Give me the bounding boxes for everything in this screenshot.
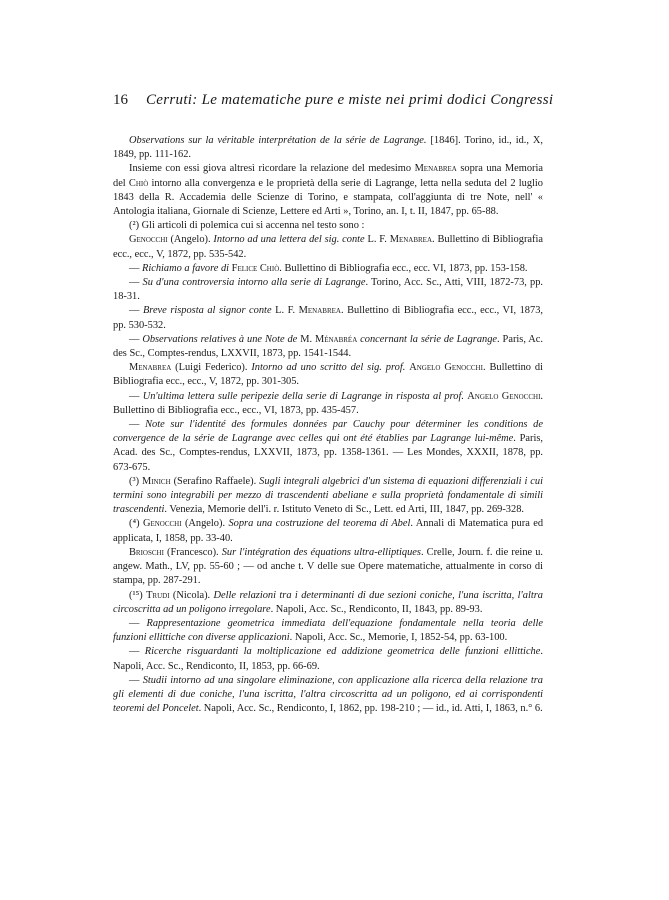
text-run: Genocchi <box>129 234 168 246</box>
text-run: — <box>129 305 143 317</box>
text-run: — <box>129 262 142 274</box>
text-run: . Bullettino di Bibliografia ecc., ecc., V, 1872, pp. 535-542. <box>113 234 543 260</box>
text-run: Note sur l'identité des formules données par Cauchy pour déterminer les conditions de convergence de la série de Lagrange avec celles qui ont été établies par Lagrange lui-même <box>113 419 543 445</box>
text-run: Trudi <box>146 589 170 601</box>
text-run: . Annali di Matematica pura ed applicata, I, 1858, pp. 33-40. <box>113 518 544 544</box>
text-run: Rappresentazione geometrica immediata dell'equazione fondamentale nella teoria delle funzioni ellittiche con diverse applicazioni <box>113 617 543 644</box>
paragraph <box>113 361 543 389</box>
text-run: . Napoli, Acc. Sc., Rendiconto, I, 1862, pp. 198-210 ; — id., id. Atti, I, 1863, n.° 6. <box>198 703 543 715</box>
text-run: Ménabréa <box>314 333 358 345</box>
paragraph <box>113 390 543 418</box>
running-header <box>113 92 554 109</box>
paragraph <box>113 617 543 645</box>
text-run: Ricerche risguardanti la moltiplicazione ed addizione geometrica delle funzioni ellittiche <box>144 646 541 658</box>
text-run: — <box>129 674 143 686</box>
text-run: (Angelo). <box>167 234 214 246</box>
text-run: — <box>129 419 146 431</box>
text-run: [1846]. Torino, id., id., X, 1849, pp. 111-162. <box>113 135 543 161</box>
text-run: M. <box>297 333 315 345</box>
text-run: . Crelle, Journ. f. die reine u. angew. Math., LV, pp. 55-60 ; — od anche t. V delle sue Opere matematiche, attualmente in corso di stampa, pp. 287-291. <box>113 546 543 587</box>
text-run: Angelo Genocchi <box>467 390 541 402</box>
text-run: concernant la série de Lagrange <box>360 333 498 345</box>
text-run: Richiamo a favore di <box>142 262 230 274</box>
paragraph <box>113 674 543 717</box>
text-run: Su d'una controversia intorno alla serie di Lagrange <box>142 277 366 289</box>
text-run: . Bullettino di Bibliografia ecc., ecc., VI, 1873, pp. 530-532. <box>113 305 543 331</box>
text-run: . Paris, Ac. des Sc., Comptes-rendus, LXXVII, 1873, pp. 1541-1544. <box>113 333 543 360</box>
text-run: — <box>129 617 147 629</box>
page-number: 16 <box>113 92 128 108</box>
running-title: Cerruti: Le matematiche pure e miste nei primi dodici Congressi <box>146 92 554 108</box>
paragraph <box>113 589 543 617</box>
text-run: Sopra una costruzione del teorema di Abel <box>228 518 411 530</box>
text-run: (Luigi Federico). <box>171 362 252 374</box>
text-run: . Napoli, Acc. Sc., Rendiconto, II, 1843, pp. 89-93. <box>270 603 483 615</box>
text-run: — <box>129 646 145 658</box>
text-run: Intorno ad uno scritto del sig. prof. <box>251 362 406 374</box>
paragraph <box>113 546 543 589</box>
text-run: Un'ultima lettera sulle peripezie della serie di Lagrange in risposta al prof. <box>142 390 464 402</box>
paragraph <box>113 134 543 162</box>
text-run: Breve risposta al signor conte <box>142 305 272 317</box>
text-run: Menabrea <box>414 163 457 175</box>
text-run: Menabrea <box>129 362 172 374</box>
paragraph <box>113 517 543 545</box>
paragraph <box>113 262 543 276</box>
paragraph <box>113 333 543 361</box>
text-run: Minich <box>141 475 171 487</box>
text-run: L. F. <box>364 234 390 246</box>
text-run: Genocchi <box>142 518 182 530</box>
text-run: Brioschi <box>129 546 164 558</box>
text-run: Felice Chiò <box>231 262 280 274</box>
text-run: (Serafino Raffaele). <box>170 475 260 487</box>
paragraph <box>113 276 543 304</box>
text-run: . Torino, Acc. Sc., Atti, VIII, 1872-73, pp. 18-31. <box>113 277 543 303</box>
text-run: Observations relatives à une Note de <box>142 333 298 345</box>
paragraph <box>113 233 543 261</box>
footnotes-body <box>113 134 543 716</box>
paragraph <box>113 475 543 518</box>
text-run: Observations sur la véritable interprétation de la série de Lagrange. <box>129 135 427 146</box>
text-run: Insieme con essi giova altresì ricordare la relazione del medesimo <box>129 163 415 175</box>
text-run: Intorno ad una lettera del sig. conte <box>213 234 365 246</box>
text-run: (¹⁵) <box>129 589 147 601</box>
text-run: Menabrea <box>389 234 432 246</box>
text-run: . Bullettino di Bibliografia ecc., ecc. VI, 1873, pp. 153-158. <box>279 262 528 274</box>
text-run: Delle relazioni tra i determinanti di due sezioni coniche, l'una iscritta, l'altra circoscritta ad un poligono irregolare <box>113 589 543 615</box>
text-run: (³) <box>129 475 142 487</box>
text-run: Sugli integrali algebrici d'un sistema di equazioni differenziali i cui termini sono integrabili per mezzo di trascendenti abeliane e sulla proprietà fondamentale di simili trascendenti <box>113 475 543 516</box>
paragraph <box>113 418 543 475</box>
text-run: intorno alla convergenza e le proprietà della serie di Lagrange, letta nella seduta del 2 luglio 1843 della R. Accademia delle Scienze di Torino, e stampata, coll'aggiunta di tre Note, nell' « Antologia italiana, Giornale di Scienze, Lettere ed Arti », Torino, an. I, t. II, 1847, pp. 65-88. <box>113 177 543 218</box>
text-run: Studii intorno ad una singolare eliminazione, con applicazione alla ricerca della relazione tra gli elementi di due coniche, l'una iscritta, l'altra circoscritta ad un poligono, ed ai corrispondenti teoremi del Poncelet <box>113 674 543 715</box>
text-run: (Francesco). <box>163 546 222 558</box>
paragraph <box>113 645 543 673</box>
paragraph <box>113 219 543 233</box>
text-run: (⁴) <box>129 518 143 530</box>
text-run: (Angelo). <box>181 518 229 530</box>
text-run: Menabrea <box>298 305 341 317</box>
text-run: — <box>129 277 143 289</box>
text-run: (Nicola). <box>169 589 214 601</box>
paragraph <box>113 304 543 332</box>
text-run: . Venezia, Memorie dell'i. r. Istituto Veneto di Sc., Lett. ed Arti, III, 1847, pp. 269-328. <box>164 504 524 516</box>
text-run: Angelo Genocchi <box>409 362 483 374</box>
text-run: . Napoli, Acc. Sc., Memorie, I, 1852-54, pp. 63-100. <box>289 632 508 644</box>
text-run: (²) Gli articoli di polemica cui si accenna nel testo sono : <box>129 220 365 232</box>
text-run: . Napoli, Acc. Sc., Rendiconto, II, 1853, pp. 66-69. <box>113 646 543 672</box>
text-run: — <box>129 390 143 402</box>
text-run: Sur l'intégration des équations ultra-elliptiques <box>221 546 421 558</box>
text-run: . Bullettino di Bibliografia ecc., ecc., V, 1872, pp. 301-305. <box>113 362 543 388</box>
text-run: Chiò <box>128 177 149 189</box>
paragraph <box>113 162 543 219</box>
text-run: L. F. <box>271 305 299 317</box>
text-run: sopra una Memoria del <box>113 163 543 189</box>
text-run: — <box>129 333 143 345</box>
text-run: . Paris, Acad. des Sc., Comptes-rendus, LXXVII, 1873, pp. 1358-1361. — Les Mondes, XXXII, 1878, pp. 673-675. <box>113 433 543 473</box>
text-run: . Bullettino di Bibliografia ecc., ecc., VI, 1873, pp. 435-457. <box>113 390 544 416</box>
